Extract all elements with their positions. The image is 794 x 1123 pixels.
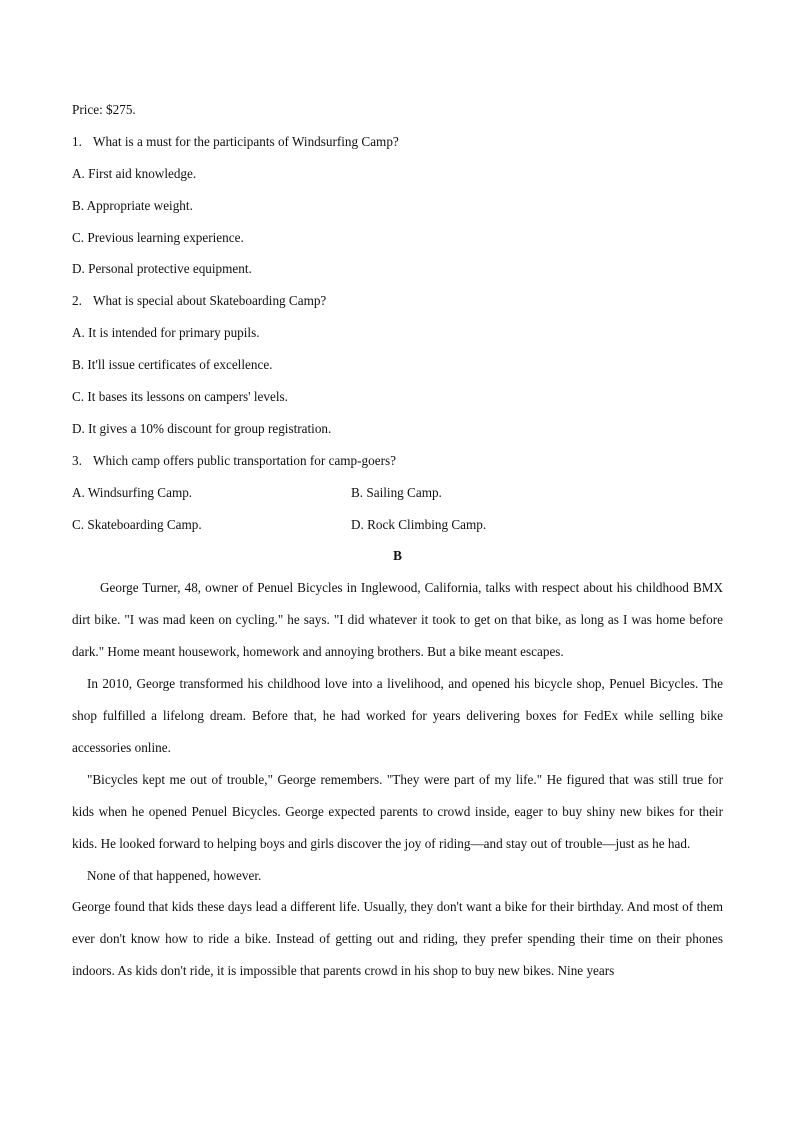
question-1-option-a: A. First aid knowledge. xyxy=(72,165,197,181)
question-3-option-a: A. Windsurfing Camp. xyxy=(72,484,193,500)
passage-paragraph-3: "Bicycles kept me out of trouble," George remembers. "They were part of my life." He figured that was still true for kids when he opened Penuel Bicycles. George expected parents to crowd inside, eager to buy shiny new bikes for their kids. He looked forward to helping boys and girls discover the joy of riding—and stay out of trouble—just as he had. xyxy=(72,771,723,851)
question-3-option-b: B. Sailing Camp. xyxy=(351,484,442,500)
passage-paragraph-2: In 2010, George transformed his childhood love into a livelihood, and opened his bicycle shop, Penuel Bicycles. The shop fulfilled a lifelong dream. Before that, he had worked for years delivering boxes for FedEx while selling bike accessories online. xyxy=(72,676,723,755)
price-line: Price: $275. xyxy=(72,102,136,117)
section-b-passage xyxy=(72,572,723,987)
question-3-options-row-2 xyxy=(72,515,723,547)
passage-paragraph-4: None of that happened, however. xyxy=(87,867,262,883)
section-b-title: B xyxy=(393,548,402,564)
question-1-text: What is a must for the participants of Windsurfing Camp? xyxy=(93,133,399,149)
question-3-number: 3. xyxy=(72,452,82,468)
question-1-option-c: C. Previous learning experience. xyxy=(72,229,244,245)
question-1 xyxy=(72,132,723,164)
document-page xyxy=(72,100,723,987)
passage-paragraph-1: George Turner, 48, owner of Penuel Bicycles in Inglewood, California, talks with respect about his childhood BMX dirt bike. "I was mad keen on cycling." he says. "I did whatever it took to get on that bike, as long as I was home before dark." Home meant housework, homework and annoying brothers. But a bike meant escapes. xyxy=(72,580,723,660)
question-2-option-c: C. It bases its lessons on campers' levels. xyxy=(72,389,288,405)
question-2-option-b: B. It'll issue certificates of excellence. xyxy=(72,357,273,373)
question-3 xyxy=(72,451,723,483)
question-3-text: Which camp offers public transportation for camp-goers? xyxy=(93,452,396,468)
question-2-option-d: D. It gives a 10% discount for group registration. xyxy=(72,420,332,436)
question-1-option-b: B. Appropriate weight. xyxy=(72,197,193,213)
question-1-number: 1. xyxy=(72,133,82,149)
question-2-option-a: A. It is intended for primary pupils. xyxy=(72,325,260,341)
question-3-option-d: D. Rock Climbing Camp. xyxy=(351,516,487,532)
question-2-number: 2. xyxy=(72,293,82,309)
question-1-option-d: D. Personal protective equipment. xyxy=(72,261,252,277)
question-2-text: What is special about Skateboarding Camp? xyxy=(93,293,327,309)
question-2 xyxy=(72,291,723,323)
passage-paragraph-5: George found that kids these days lead a different life. Usually, they don't want a bike for their birthday. And most of them ever don't know how to ride a bike. Instead of getting out and riding, they prefer spending their time on their phones indoors. As kids don't ride, it is impossible that parents crowd in his shop to buy new bikes. Nine years xyxy=(72,899,723,979)
question-3-options-row-1 xyxy=(72,483,723,515)
question-3-option-c: C. Skateboarding Camp. xyxy=(72,516,202,532)
